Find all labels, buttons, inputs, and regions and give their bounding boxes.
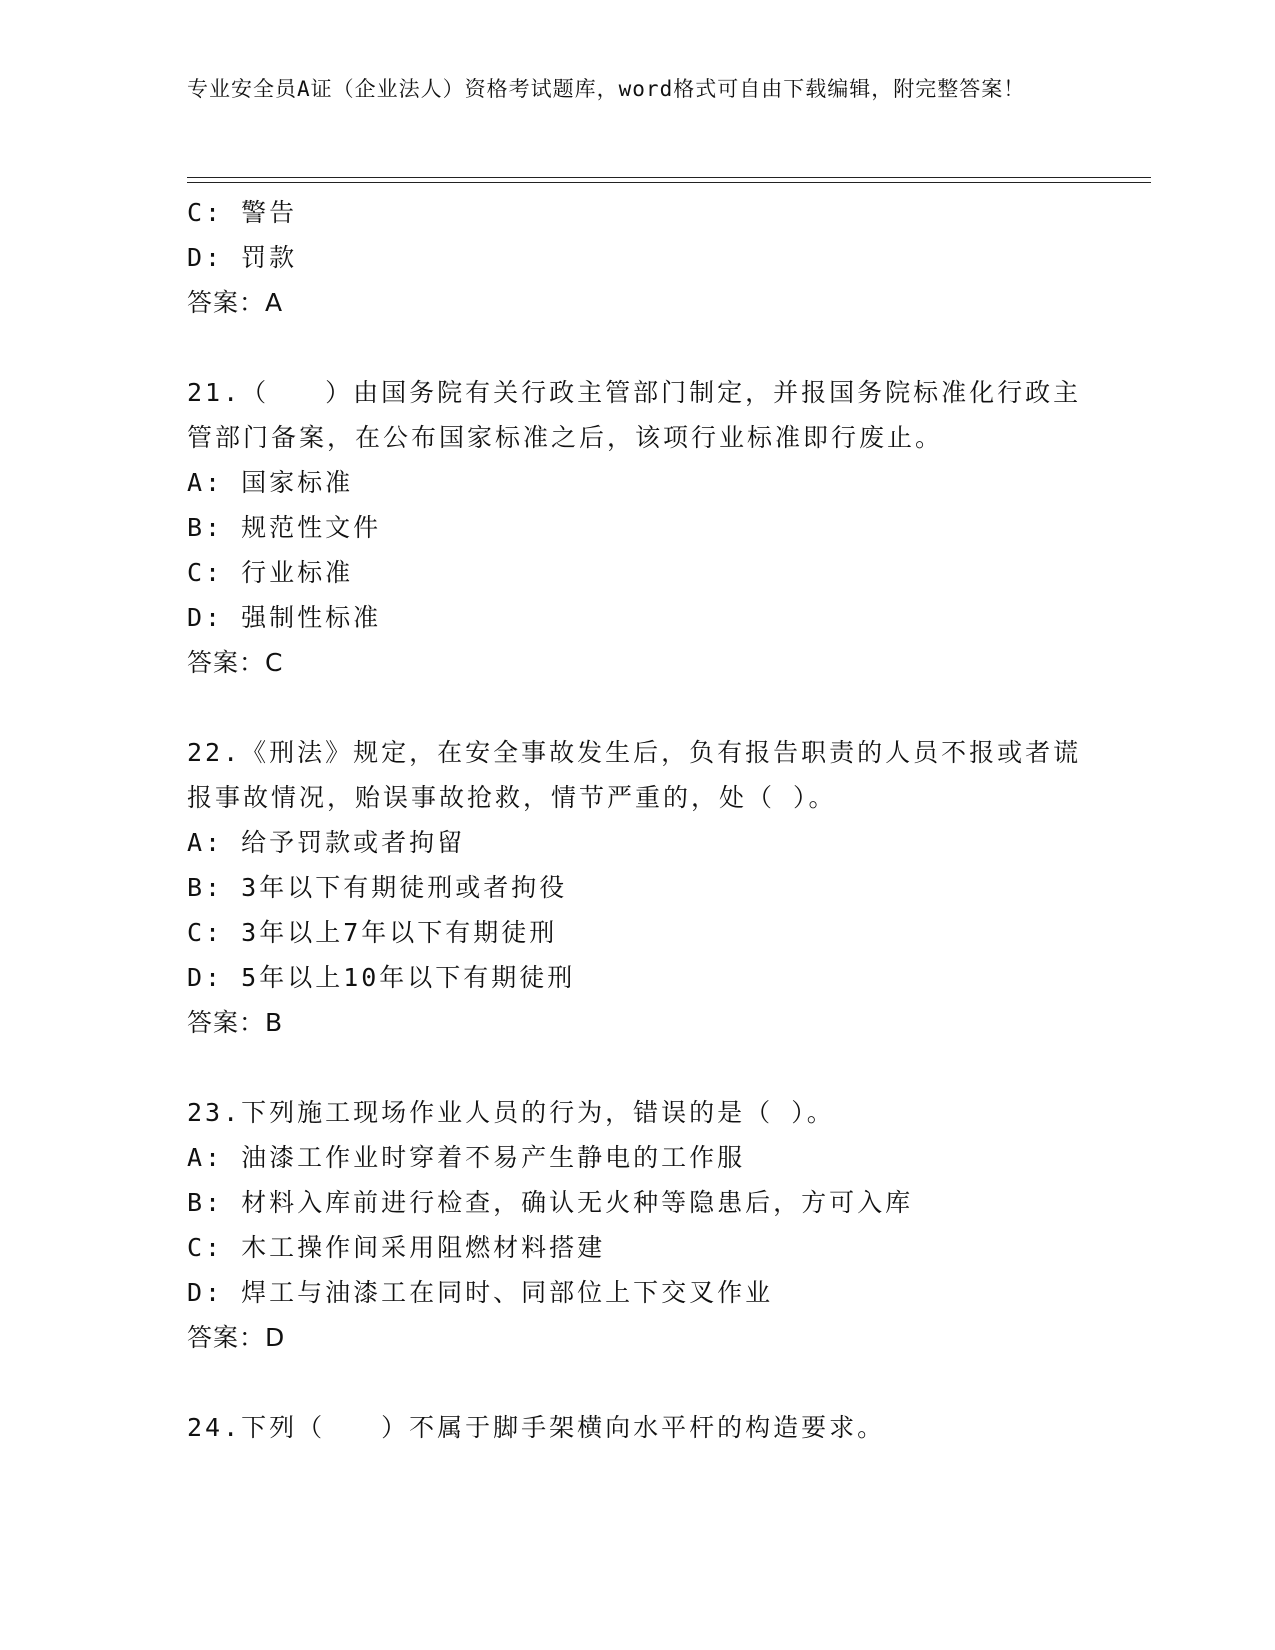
option-b: B: 材料入库前进行检查，确认无火种等隐患后，方可入库 — [187, 1188, 914, 1217]
question-24 — [187, 1405, 1107, 1450]
question-stem: 21.（ ）由国务院有关行政主管部门制定，并报国务院标准化行政主管部门备案，在公布国家标准之后，该项行业标准即行废止。 — [187, 378, 1082, 452]
option-c: C: 3年以上7年以下有期徒刑 — [187, 918, 558, 947]
question-list — [187, 190, 1107, 1450]
question-stem: 24.下列（ ）不属于脚手架横向水平杆的构造要求。 — [187, 1413, 886, 1442]
option-d: D: 强制性标准 — [187, 603, 382, 632]
previous-question-tail — [187, 190, 1107, 325]
answer-line: 答案：A — [187, 288, 284, 317]
header-divider-double — [187, 182, 1151, 183]
option-c: C: 行业标准 — [187, 558, 354, 587]
question-stem: 23.下列施工现场作业人员的行为，错误的是（ ）。 — [187, 1098, 835, 1127]
answer-line: 答案：D — [187, 1323, 286, 1352]
option-d: D: 罚款 — [187, 243, 298, 272]
option-c: C: 警告 — [187, 198, 298, 227]
answer-line: 答案：B — [187, 1008, 284, 1037]
question-22 — [187, 730, 1107, 1045]
document-header: 专业安全员A证（企业法人）资格考试题库，word格式可自由下载编辑，附完整答案！ — [187, 77, 1026, 101]
option-b: B: 规范性文件 — [187, 513, 382, 542]
option-d: D: 5年以上10年以下有期徒刑 — [187, 963, 576, 992]
option-a: A: 国家标准 — [187, 468, 354, 497]
header-divider — [187, 177, 1151, 178]
option-a: A: 给予罚款或者拘留 — [187, 828, 466, 857]
option-d: D: 焊工与油漆工在同时、同部位上下交叉作业 — [187, 1278, 774, 1307]
option-b: B: 3年以下有期徒刑或者拘役 — [187, 873, 568, 902]
answer-line: 答案：C — [187, 648, 284, 677]
question-stem: 22.《刑法》规定，在安全事故发生后，负有报告职责的人员不报或者谎报事故情况，贻误事故抢救，情节严重的，处（ ）。 — [187, 738, 1082, 812]
option-c: C: 木工操作间采用阻燃材料搭建 — [187, 1233, 606, 1262]
option-a: A: 油漆工作业时穿着不易产生静电的工作服 — [187, 1143, 746, 1172]
question-23 — [187, 1090, 1107, 1360]
question-21 — [187, 370, 1107, 685]
